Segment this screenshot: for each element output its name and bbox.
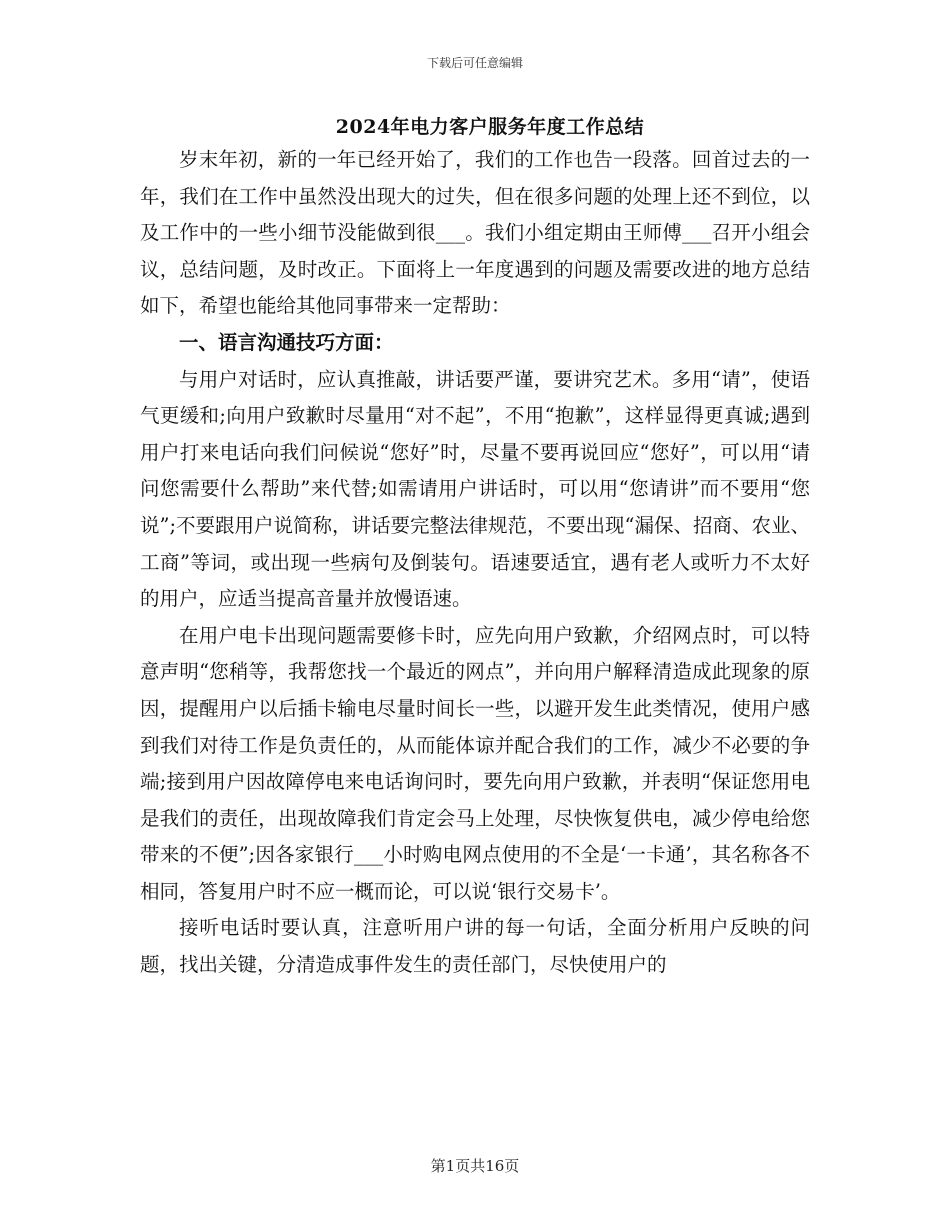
paragraph-listening: 接听电话时要认真，注意听用户讲的每一句话，全面分析用户反映的问题，找出关键，分清造成事件发生的责任部门，尽快使用户的 — [140, 916, 810, 977]
document-body — [140, 112, 810, 984]
document-title: 2024年电力客户服务年度工作总结 — [335, 116, 645, 138]
page-footer: 第1页共16页 — [430, 1157, 520, 1175]
paragraph-language: 与用户对话时，应认真推敲，讲话要严谨，要讲究艺术。多用“请”，使语气更缓和;向用户致歉时尽量用“对不起”，不用“抱歉”，这样显得更真诚;遇到用户打来电话向我们问候说“您好”时，尽量不要再说回应“您好”，可以用“请问您需要什么帮助”来代替;如需请用户讲话时，可以用“您请讲”而不要用“您说”;不要跟用户说简称，讲话要完整法律规范，不要出现“漏保、招商、农业、工商”等词，或出现一些病句及倒装句。语速要适宜，遇有老人或听力不太好的用户，应适当提高音量并放慢语速。 — [140, 367, 811, 611]
section-heading: 一、语言沟通技巧方面： — [179, 330, 394, 354]
header-note: 下载后可任意编辑 — [426, 56, 523, 70]
paragraph-intro: 岁末年初，新的一年已经开始了，我们的工作也告一段落。回首过去的一年，我们在工作中虽然没出现大的过失，但在很多问题的处理上还不到位，以及工作中的一些小细节没能做到很___。我们小组定期由王师傅___召开小组会议，总结问题，及时改正。下面将上一年度遇到的问题及需要改进的地方总结如下，希望也能给其他同事带来一定帮助： — [140, 148, 810, 318]
paragraph-card-repair: 在用户电卡出现问题需要修卡时，应先向用户致歉，介绍网点时，可以特意声明“您稍等，我帮您找一个最近的网点”，并向用户解释清造成此现象的原因，提醒用户以后插卡输电尽量时间长一些，以避开发生此类情况，使用户感到我们对待工作是负责任的，从而能体谅并配合我们的工作，减少不必要的争端;接到用户因故障停电来电话询问时，要先向用户致歉，并表明“保证您用电是我们的责任，出现故障我们肯定会马上处理，尽快恢复供电，减少停电给您带来的不便”;因各家银行___小时购电网点使用的不全是‘一卡通’，其名称各不相同，答复用户时不应一概而论，可以说‘银行交易卡’。 — [140, 623, 810, 903]
